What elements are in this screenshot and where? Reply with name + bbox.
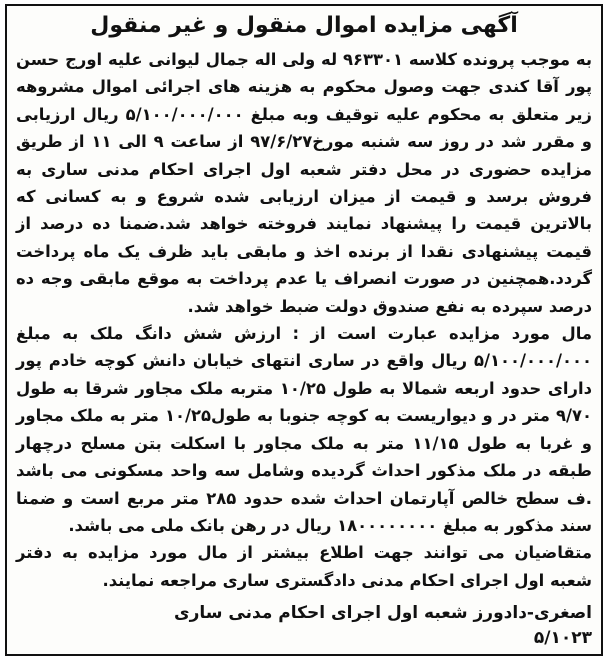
notice-paragraph-case: به موجب پرونده کلاسه ۹۶۳۳۰۱ له ولی اله جمال لیوانی علیه اورج حسن پور آقا کندی جهت وصول محکوم به هزینه های اجرائی اموال مشروهه زیر متعلق به محکوم علیه توقیف وبه مبلغ ۵/۱۰۰/۰۰۰/۰۰۰ ریال ارزیابی و مقرر شد در روز سه شنبه مورخ۹۷/۶/۲۷ از ساعت ۹ الی ۱۱ از طریق مزایده حضوری در محل دفتر شعبه اول اجرای احکام مدنی ساری به فروش برسد و قیمت از میزان ارزیابی شده شروع و به کسانی که بالاترین قیمت را پیشنهاد نمایند فروخته خواهد شد.ضمنا ده درصد از قیمت پیشنهادی نقدا از برنده اخذ و مابقی باید ظرف یک ماه پرداخت گردد.همچنین در صورت انصراف یا عدم پرداخت به موقع مابقی وجه ده درصد سپرده به نفع صندوق دولت ضبط خواهد شد. — [16, 50, 592, 316]
notice-signature: اصغری-دادورز شعبه اول اجرای احکام مدنی ساری — [174, 603, 592, 624]
auction-notice — [5, 4, 603, 656]
notice-paragraph-property: مال مورد مزایده عبارت است از : ارزش شش دانگ ملک به مبلغ ۵/۱۰۰/۰۰۰/۰۰۰ ریال واقع در ساری انتهای خیابان دانش کوچه خادم پور دارای حدود اربعه شمالا به طول ۱۰/۲۵ متربه ملک مجاور شرقا به طول ۹/۷۰ متر در و دیواریست به کوچه جنوبا به طول۱۰/۲۵ متر به ملک مجاور و غربا به طول ۱۱/۱۵ متر به ملک مجاور با اسکلت بتن مسلح درچهار طبقه در ملک مذکور احداث گردیده وشامل سه واحد مسکونی می باشد .ف سطح خالص آپارتمان احداث شده حدود ۲۸۵ متر مربع است و ضمنا سند مذکور به مبلغ ۱۸۰۰۰۰۰۰۰۰ ریال در رهن بانک ملی می باشد. — [16, 324, 592, 535]
notice-paragraph-inquiry: متقاضیان می توانند جهت اطلاع بیشتر از مال مورد مزایده به دفتر شعبه اول اجرای احکام مدنی دادگستری ساری مراجعه نمایند. — [16, 543, 592, 590]
notice-code: ۵/۱۰۲۳ — [533, 628, 592, 649]
notice-title: آگهی مزایده اموال منقول و غیر منقول — [90, 13, 518, 38]
